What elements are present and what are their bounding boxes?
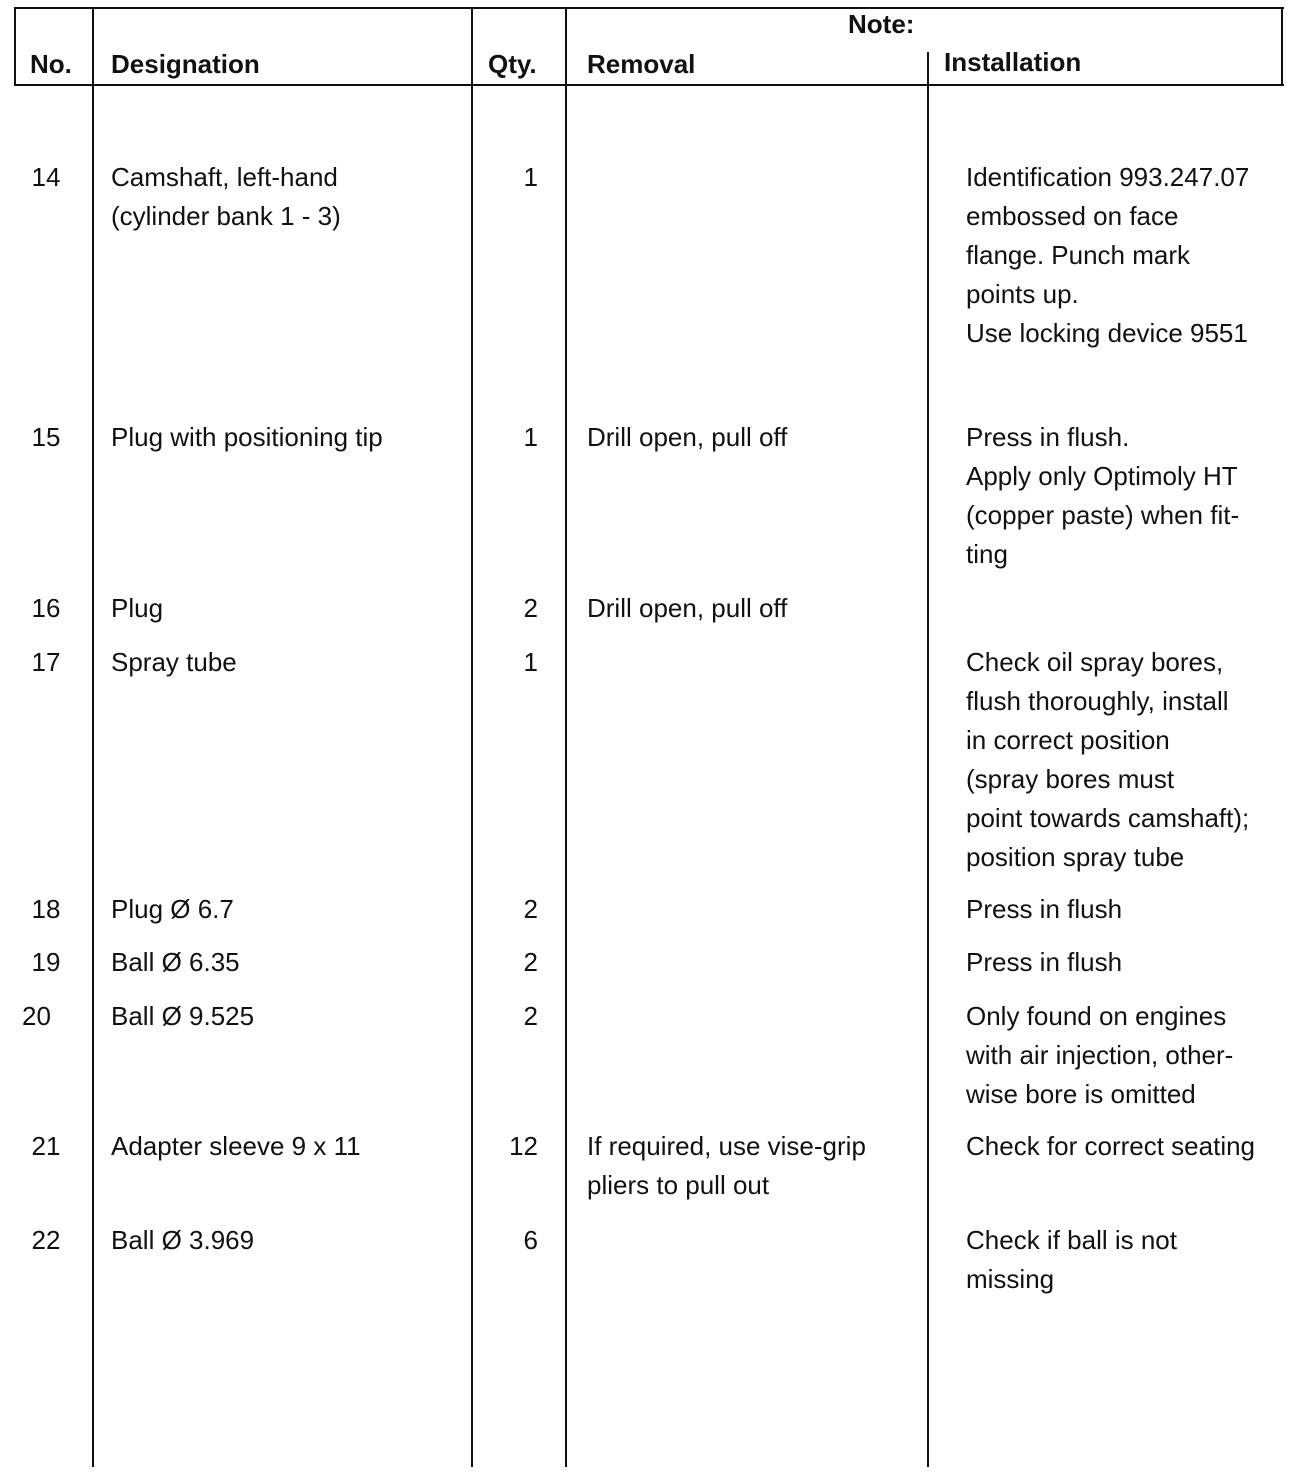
row-18-no: 18 — [31, 894, 61, 924]
row-14-installation: Identification 993.247.07 embossed on face flange. Punch mark points up. Use locking device 9551 — [966, 162, 1250, 348]
row-18-designation: Plug Ø 6.7 — [111, 894, 234, 924]
row-17-installation: Check oil spray bores, flush thoroughly, install in correct position (spray bores must point towards camshaft); position spray tube — [966, 647, 1250, 872]
row-16-no: 16 — [31, 593, 61, 623]
row-15-designation: Plug with positioning tip — [111, 422, 383, 452]
row-14-no: 14 — [31, 162, 61, 192]
header-designation: Designation — [111, 49, 260, 79]
right-border — [1281, 7, 1283, 86]
row-18-installation: Press in flush — [966, 894, 1123, 924]
row-17-no: 17 — [31, 647, 61, 677]
header-qty: Qty. — [488, 49, 537, 79]
row-14-qty: 1 — [523, 162, 538, 192]
row-21-no: 21 — [31, 1131, 61, 1161]
header-note: Note: — [848, 9, 915, 39]
row-14-designation: Camshaft, left-hand (cylinder bank 1 - 3) — [111, 162, 341, 231]
divider-no-designation — [92, 7, 94, 1467]
row-22-installation: Check if ball is not missing — [966, 1225, 1177, 1294]
row-22-qty: 6 — [523, 1225, 538, 1255]
row-19-qty: 2 — [523, 947, 538, 977]
row-20-designation: Ball Ø 9.525 — [111, 1001, 255, 1031]
row-21-removal: If required, use vise-grip pliers to pull out — [587, 1131, 866, 1200]
row-18-qty: 2 — [523, 894, 538, 924]
table-top-border — [14, 7, 1284, 9]
row-21-qty: 12 — [509, 1131, 538, 1161]
row-20-installation: Only found on engines with air injection, other- wise bore is omitted — [966, 1001, 1234, 1109]
divider-designation-qty — [471, 7, 473, 1467]
row-21-designation: Adapter sleeve 9 x 11 — [111, 1131, 361, 1161]
row-19-designation: Ball Ø 6.35 — [111, 947, 240, 977]
row-15-qty: 1 — [523, 422, 538, 452]
header-installation: Installation — [944, 47, 1082, 77]
row-20-no: 20 — [22, 1001, 51, 1031]
row-19-installation: Press in flush — [966, 947, 1123, 977]
row-17-designation: Spray tube — [111, 647, 237, 677]
row-22-designation: Ball Ø 3.969 — [111, 1225, 255, 1255]
row-16-qty: 2 — [523, 593, 538, 623]
row-15-installation: Press in flush. Apply only Optimoly HT (copper paste) when fit- ting — [966, 422, 1240, 569]
header-bottom-border — [14, 84, 1284, 86]
header-no: No. — [30, 49, 72, 79]
row-16-removal: Drill open, pull off — [587, 593, 788, 623]
row-20-qty: 2 — [523, 1001, 538, 1031]
row-21-installation: Check for correct seating — [966, 1131, 1256, 1161]
row-22-no: 22 — [31, 1225, 61, 1255]
left-border — [14, 7, 16, 86]
row-17-qty: 1 — [523, 647, 538, 677]
row-15-no: 15 — [31, 422, 61, 452]
divider-removal-installation — [927, 52, 929, 1467]
row-16-designation: Plug — [111, 593, 164, 623]
row-19-no: 19 — [31, 947, 61, 977]
divider-qty-removal — [565, 7, 567, 1467]
row-15-removal: Drill open, pull off — [587, 422, 788, 452]
header-removal: Removal — [587, 49, 696, 79]
